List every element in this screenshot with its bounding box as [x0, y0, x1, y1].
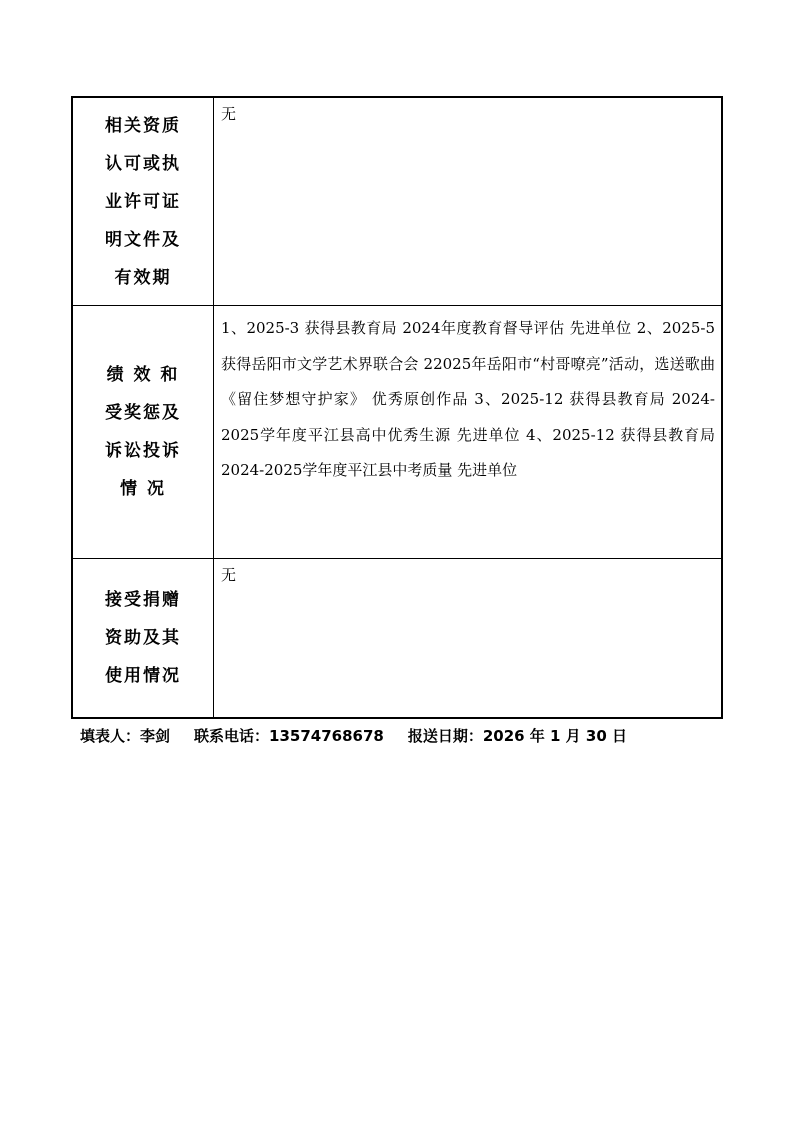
table-row-qualification [73, 98, 721, 305]
label-line: 受奖惩及 [105, 403, 181, 423]
label-line: 认可或执 [105, 153, 181, 174]
label-line: 情 况 [120, 479, 166, 499]
label-line: 相关资质 [105, 115, 181, 136]
row-label [73, 98, 214, 305]
table-row-donations [73, 558, 721, 717]
row-value: 无 [221, 105, 237, 123]
filler-name: 填表人：李剑 [80, 727, 171, 745]
row-label [73, 306, 214, 558]
label-line: 资助及其 [105, 628, 181, 648]
info-table [71, 96, 723, 719]
contact-phone: 联系电话：13574768678 [194, 727, 384, 745]
table-row-performance [73, 305, 721, 558]
label-line: 使用情况 [105, 666, 181, 686]
row-value: 1、2025-3 获得县教育局 2024年度教育督导评估 先进单位 2、2025-5 获得岳阳市文学艺术界联合会 22025年岳阳市“村哥嘹亮”活动，选送歌曲《留住梦想守护家》 优秀原创作品 3、2025-12 获得县教育局 2024-2025学年度平江县高中优秀生源 先进单位 4、2025-12 获得县教育局 2024-2025学年度平江县中考质量 先进单位 [221, 319, 715, 479]
row-value: 无 [221, 566, 237, 584]
form-footer [80, 725, 651, 746]
label-line: 接受捐赠 [105, 590, 181, 610]
report-date: 报送日期：2026 年 1 月 30 日 [407, 727, 627, 745]
label-line: 诉讼投诉 [105, 441, 181, 461]
row-label [73, 559, 214, 717]
label-line: 绩 效 和 [106, 365, 180, 385]
label-line: 有效期 [114, 267, 172, 288]
label-line: 明文件及 [105, 229, 181, 250]
label-line: 业许可证 [105, 191, 181, 212]
